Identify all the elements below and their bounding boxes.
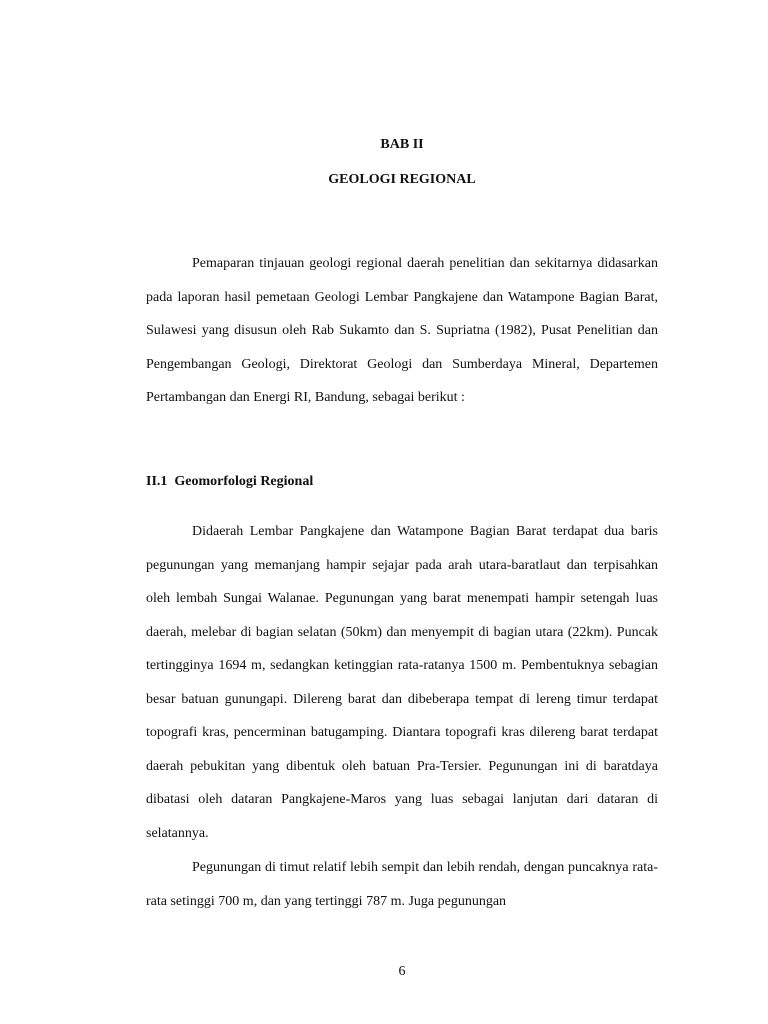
page-number: 6 [398,964,406,979]
section-heading: II.1 Geomorfologi Regional [146,474,314,489]
chapter-title: GEOLOGI REGIONAL [328,172,476,187]
intro-paragraph: Pemaparan tinjauan geologi regional daerah penelitian dan sekitarnya didasarkan pada laporan hasil pemetaan Geologi Lembar Pangkajene dan Watampone Bagian Barat, Sulawesi yang disusun oleh Rab Sukamto dan S. Supriatna (1982), Pusat Penelitian dan Pengembangan Geologi, Direktorat Geologi dan Sumberdaya Mineral, Departemen Pertambangan dan Energi RI, Bandung, sebagai berikut : [146,256,658,405]
chapter-number: BAB II [380,137,424,152]
body-paragraph: Didaerah Lembar Pangkajene dan Watampone Bagian Barat terdapat dua baris pegunungan yang memanjang hampir sejajar pada arah utara-baratlaut dan terpisahkan oleh lembah Sungai Walanae. Pegunungan yang barat menempati hampir setengah luas daerah, melebar di bagian selatan (50km) dan menyempit di bagian utara (22km). Puncak tertingginya 1694 m, sedangkan ketinggian rata-ratanya 1500 m. Pembentuknya sebagian besar batuan gunungapi. Dilereng barat dan dibeberapa tempat di lereng timur terdapat topografi kras, pencerminan batugamping. Diantara topografi kras dilereng barat terdapat daerah pebukitan yang dibentuk oleh batuan Pra-Tersier. Pegunungan ini di baratdaya dibatasi oleh dataran Pangkajene-Maros yang luas sebagai lanjutan dari dataran di selatannya. [146,524,658,841]
body-paragraph: Pegunungan di timut relatif lebih sempit dan lebih rendah, dengan puncaknya rata-rata setinggi 700 m, dan yang tertinggi 787 m. Juga pegunungan [146,860,658,909]
